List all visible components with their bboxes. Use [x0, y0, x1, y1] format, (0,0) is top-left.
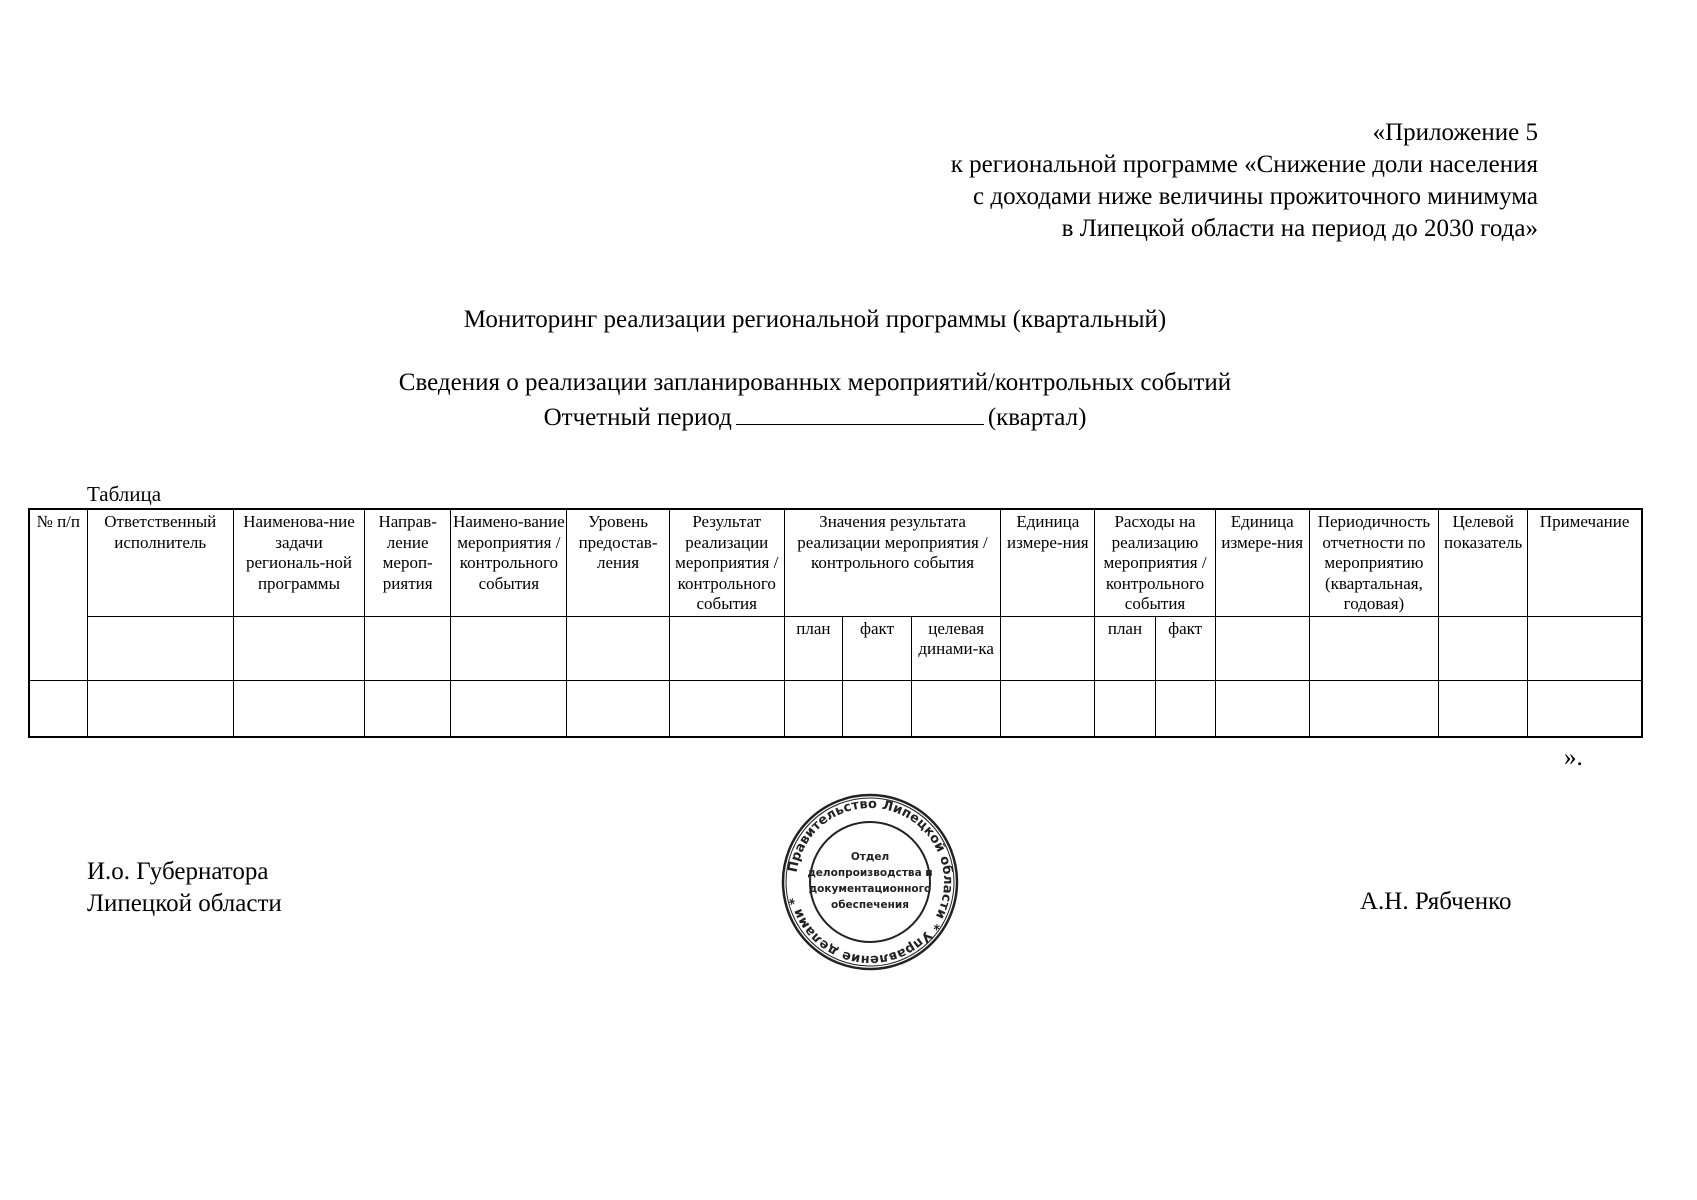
header-event: Наимено-вание мероприятия / контрольного события [451, 509, 567, 616]
table-cell [1001, 680, 1095, 737]
header-result: Результат реализации мероприятия / контрольного события [669, 509, 784, 616]
appendix-line: в Липецкой области на период до 2030 года» [1061, 215, 1538, 242]
monitoring-table [28, 508, 1643, 738]
table-cell [784, 680, 842, 737]
header-costs: Расходы на реализацию мероприятия / контрольного события [1095, 509, 1215, 616]
period-label: Отчетный период [543, 404, 732, 431]
table-cell [669, 680, 784, 737]
header-level: Уровень предостав-ления [567, 509, 669, 616]
table-cell [842, 680, 911, 737]
table-cell [365, 680, 451, 737]
table-row [29, 680, 1642, 737]
header-values: Значения результата реализации мероприятия / контрольного события [784, 509, 1000, 616]
signer-position [87, 856, 282, 920]
appendix-line: к региональной программе «Снижение доли населения [950, 151, 1538, 178]
header-note: Примечание [1528, 509, 1642, 616]
table-cell [1439, 616, 1528, 680]
document-subtitle: Сведения о реализации запланированных мероприятий/контрольных событий [398, 369, 1232, 396]
table-cell [1528, 616, 1642, 680]
period-suffix: (квартал) [987, 404, 1087, 431]
table-cell [1309, 616, 1438, 680]
table-cell [1215, 616, 1309, 680]
stamp-inner-line: документационного [808, 883, 932, 895]
header-unit: Единица измере-ния [1215, 509, 1309, 616]
signer-position-line: Липецкой области [87, 890, 282, 917]
document-title: Мониторинг реализации региональной программы (квартальный) [463, 306, 1167, 333]
table-cell [1309, 680, 1438, 737]
table-cell [365, 616, 451, 680]
stamp-outer-text: Правительство Липецкой области * Управление делами * [785, 796, 956, 968]
header-target: Целевой показатель [1439, 509, 1528, 616]
header-executor: Ответственный исполнитель [87, 509, 233, 616]
table-cell [912, 680, 1001, 737]
table-cell [87, 680, 233, 737]
header-direction: Направ-ление мероп-риятия [365, 509, 451, 616]
signer-position-line: И.о. Губернатора [87, 858, 269, 885]
header-periodicity: Периодичность отчетности по мероприятию (квартальная, годовая) [1309, 509, 1438, 616]
table-cell [233, 680, 364, 737]
table-cell [233, 616, 364, 680]
subheader-fact: факт [842, 616, 911, 680]
table-caption: Таблица [87, 482, 162, 506]
table-cell [29, 680, 87, 737]
table-header-row [29, 509, 1642, 616]
appendix-line: «Приложение 5 [1372, 119, 1538, 146]
table-cell [451, 616, 567, 680]
header-unit: Единица измере-ния [1001, 509, 1095, 616]
table-cell [1439, 680, 1528, 737]
table-cell [451, 680, 567, 737]
stamp-inner-line: делопроизводства и [807, 867, 933, 879]
table-cell [567, 616, 669, 680]
reporting-period [0, 402, 1630, 432]
table-subheader-row [29, 616, 1642, 680]
appendix-header [951, 117, 1538, 245]
table-cell [1215, 680, 1309, 737]
table-cell [1095, 680, 1155, 737]
stamp-inner-text [807, 851, 932, 911]
stamp-inner-line: Отдел [850, 851, 890, 863]
period-blank-field[interactable] [736, 402, 984, 425]
table-cell [87, 616, 233, 680]
closing-quote: ». [1564, 744, 1583, 771]
appendix-line: с доходами ниже величины прожиточного минимума [973, 183, 1538, 210]
signer-name: А.Н. Рябченко [1360, 888, 1512, 915]
subheader-plan: план [1095, 616, 1155, 680]
subheader-target-dynamics: целевая динами-ка [912, 616, 1001, 680]
stamp-inner-line: обеспечения [831, 899, 909, 911]
header-num: № п/п [29, 509, 87, 680]
official-stamp [780, 792, 960, 972]
table-cell [567, 680, 669, 737]
header-task: Наименова-ние задачи региональ-ной программы [233, 509, 364, 616]
table-cell [669, 616, 784, 680]
subheader-fact: факт [1155, 616, 1215, 680]
table-cell [1528, 680, 1642, 737]
subheader-plan: план [784, 616, 842, 680]
table-cell [1155, 680, 1215, 737]
stamp-inner-ring [810, 822, 930, 942]
table-cell [1001, 616, 1095, 680]
